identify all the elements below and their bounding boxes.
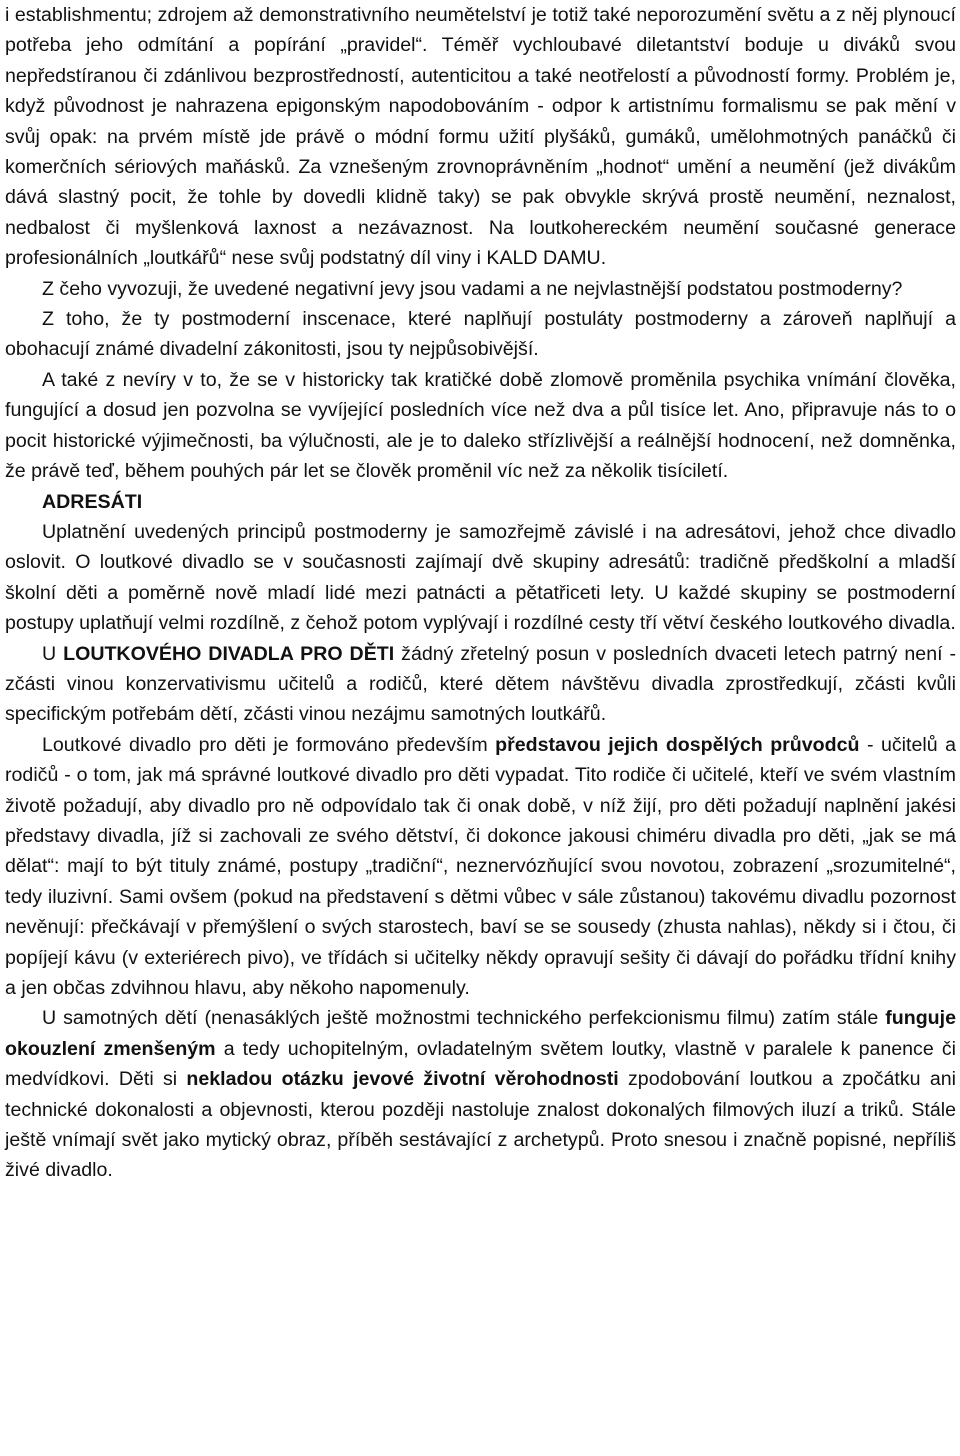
paragraph — [5, 730, 956, 1004]
text-run: Z toho, že ty postmoderní inscenace, které naplňují postuláty postmoderny a zároveň naplňují a obohacují známé divadelní zákonitosti, jsou ty nejpůsobivější. — [5, 308, 956, 361]
paragraph — [5, 639, 956, 730]
text-run: Loutkové divadlo pro děti je formováno především — [42, 733, 496, 756]
text-run: žádný zřetelný posun v posledních dvaceti letech patrný není - zčásti vinou konzervativismu učitelů a rodičů, které dětem návštěvu divadla zprostředkují, zčásti kvůli specifickým potřebám dětí, zčásti vinou nezájmu samotných loutkářů. — [5, 642, 957, 726]
paragraph — [5, 274, 956, 304]
bold-text-run: LOUTKOVÉHO DIVADLA PRO DĚTI — [63, 642, 395, 665]
text-block-adresati — [5, 517, 956, 1186]
text-run: a tedy uchopitelným, ovladatelným světem loutky, vlastně v paralele k panence či medvídkovi. Děti si — [5, 1037, 956, 1091]
paragraph — [5, 517, 956, 639]
paragraph — [5, 1003, 956, 1185]
bold-text-run: nekladou otázku jevové životní věrohodnosti — [186, 1068, 619, 1091]
text-run: - učitelů a rodičů - o tom, jak má správné loutkové divadlo pro děti vypadat. Tito rodiče či učitelé, kteří ve svém vlastním životě požadují, aby divadlo pro ně odpovídalo tak či onak době, v níž žijí, pro děti požadují naplnění jakési představy divadla, jíž si zachovali ze svého dětství, či dokonce jakousi chiméru divadla pro děti, „jak se má dělat“: mají to být tituly známé, postupy „tradiční“, neznervózňující svou novotou, zobrazení „srozumitelné“, tedy iluzivní. Sami ovšem (pokud na představení s dětmi vůbec v sále zůstanou) takovému divadlu pozornost nevěnují: přečkávají v přemýšlení o svých starostech, baví se se sousedy (zhusta nahlas), někdy si i čtou, či popíjejí kávu (v exteriérech pivo), ve třídách si učitelky někdy opravují sešity či dávají do pořádku třídní knihy a jen občas zdvihnou hlavu, aby někoho napomenuly. — [5, 733, 956, 999]
text-run: U samotných dětí (nenasáklých ještě možnostmi technického perfekcionismu filmu) zatím stále — [42, 1007, 886, 1030]
text-run: zpodobování loutkou a zpočátku ani technické dokonalosti a objevnosti, kterou později nastoluje znalost dokonalých filmových iluzí a triků. Stále ještě vnímají svět jako mytický obraz, příběh sestávající z archetypů. Proto snesou i značně popisné, nepříliš živé divadlo. — [5, 1068, 957, 1182]
bold-text-run: funguje okouzlení zmenšeným — [5, 1007, 956, 1060]
text-run: Z čeho vyvozuji, že uvedené negativní jevy jsou vadami a ne nejvlastnější podstatou postmoderny? — [42, 277, 903, 300]
text-run: i establishmentu; zdrojem až demonstrativního neumětelství je totiž také neporozumění světu a z něj plynoucí potřeba jeho odmítání a popírání „pravidel“. Téměř vychloubavé diletantství boduje u diváků svou nepředstíranou či zdánlivou bezprostředností, autenticitou a také neotřelostí a původností formy. Problém je, když původnost je nahrazena epigonským napodobováním - odpor k artistnímu formalismu se pak mění v svůj opak: na prvém místě jde právě o módní formu užití plyšáků, gumáků, umělohmotných panáčků či komerčních sériových maňásků. Za vznešeným zrovnoprávněním „hodnot“ umění a neumění (jež divákům dává slastný pocit, že tohle by dovedli klidně taky) se pak obvykle skrývá prostě neumění, neznalost, nedbalost či myšlenková laxnost a nezávaznost. Na loutkohereckém neumění současné generace profesionálních „loutkářů“ nese svůj podstatný díl viny i KALD DAMU. — [5, 4, 956, 270]
bold-text-run: představou jejich dospělých průvodců — [495, 733, 860, 756]
text-run: U — [42, 642, 64, 665]
paragraph — [5, 304, 956, 365]
section-heading: ADRESÁTI — [42, 490, 143, 513]
paragraph — [5, 0, 956, 274]
text-run: A také z nevíry v to, že se v historicky tak kratičké době zlomově proměnila psychika vnímání člověka, fungující a dosud jen pozvolna se vyvíjející posledních více než dva a půl tisíce let. Ano, připravuje nás to o pocit historické výjimečnosti, ba výlučnosti, ale je to daleko střízlivější a reálnější hodnocení, než domněnka, že právě teď, během pouhých pár let se člověk proměnil víc než za několik tisíciletí. — [5, 368, 956, 483]
paragraph — [5, 365, 956, 487]
text-run: Uplatnění uvedených principů postmoderny je samozřejmě závislé i na adresátovi, jehož chce divadlo oslovit. O loutkové divadlo se v současnosti zajímají dvě skupiny adresátů: tradičně předškolní a mladší školní děti a poměrně nově mladí lidé mezi patnácti a pětatřiceti lety. U každé skupiny se postmoderní postupy uplatňují velmi rozdílně, z čehož potom vyplývají i rozdílné cesty tří větví českého loutkového divadla. — [5, 520, 956, 635]
text-block-intro — [5, 0, 956, 487]
